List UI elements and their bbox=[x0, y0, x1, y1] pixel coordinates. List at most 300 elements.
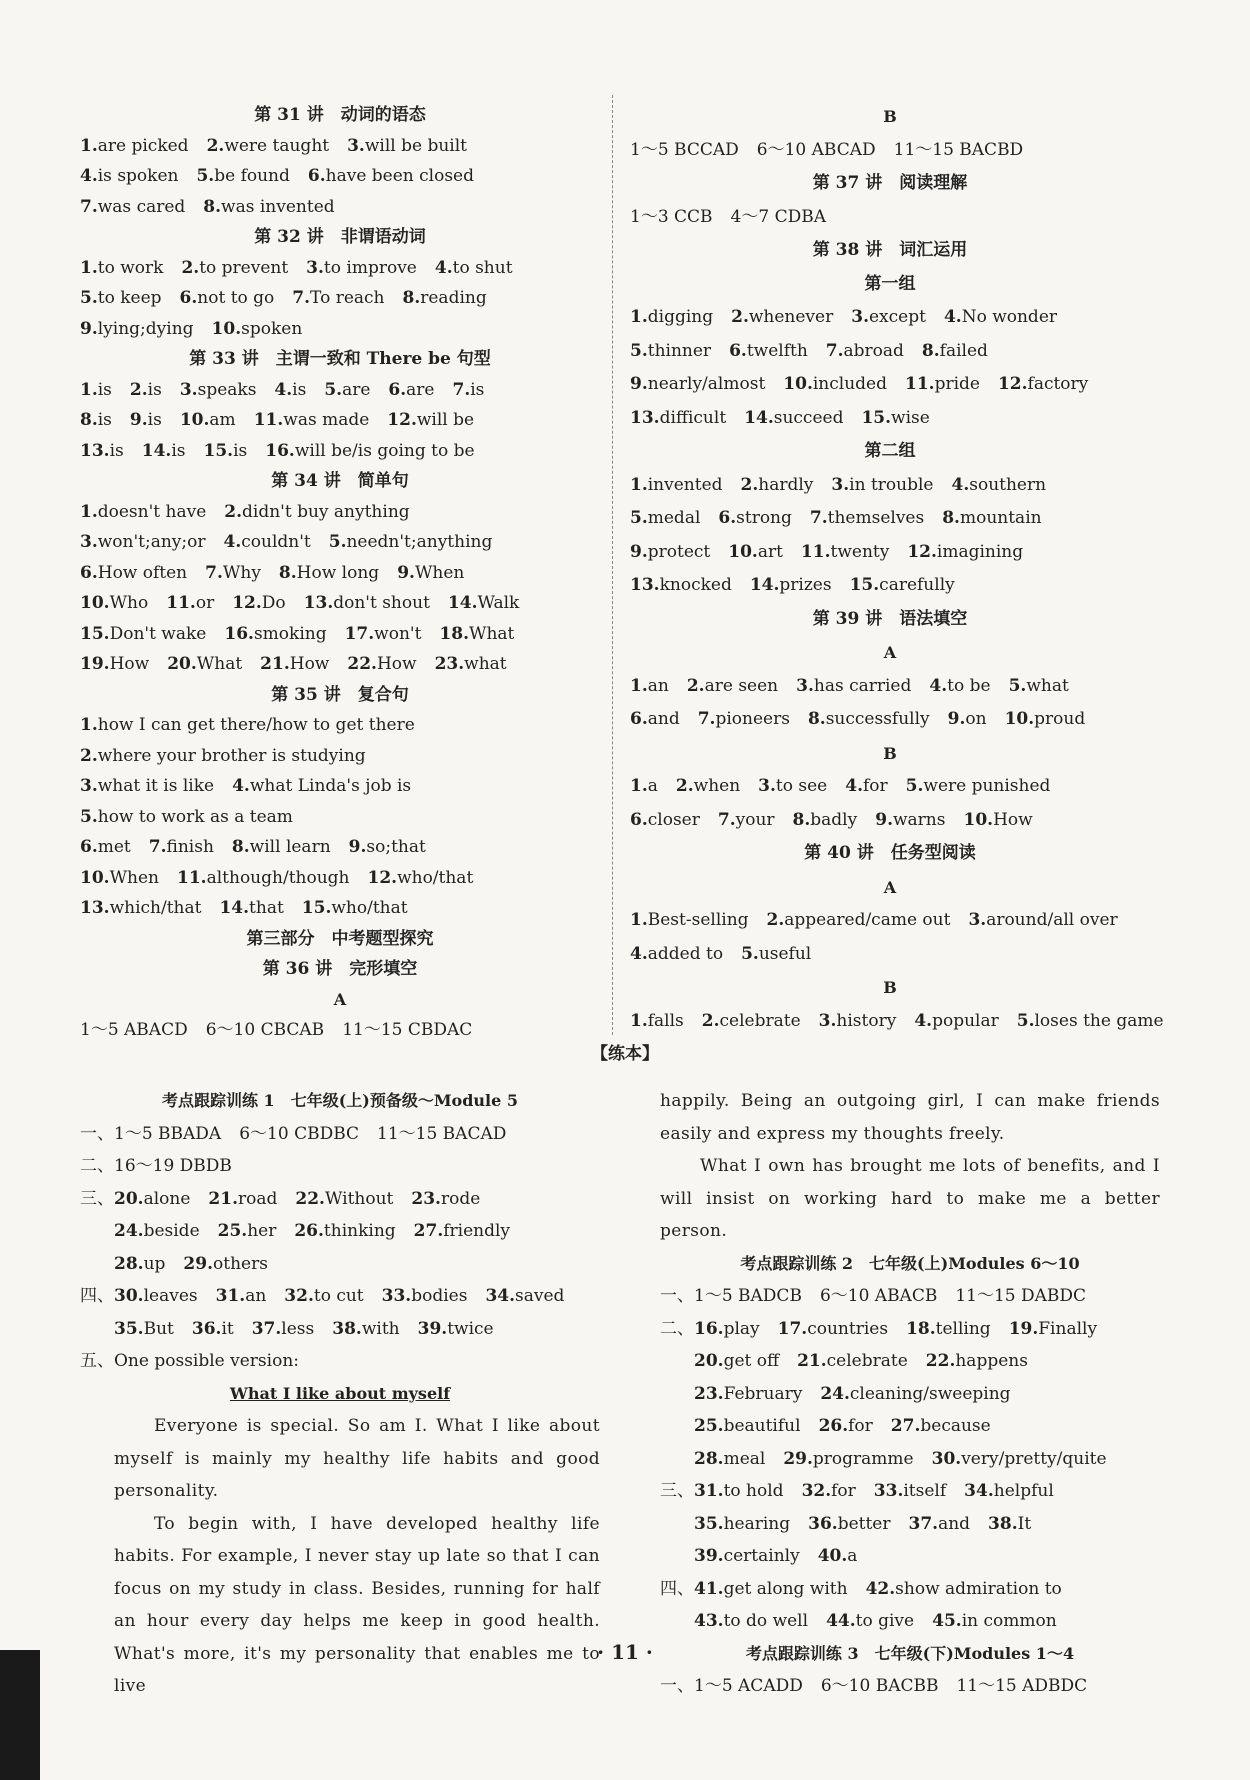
answer-number: 9. bbox=[80, 318, 98, 339]
answer-number: 29. bbox=[783, 1448, 813, 1469]
answer-text: 1～5 ABACD bbox=[80, 1020, 188, 1040]
answer-text: falls bbox=[647, 1010, 684, 1031]
answer-item bbox=[329, 527, 493, 558]
answer-item bbox=[295, 1183, 393, 1216]
answer-number: 1. bbox=[80, 379, 98, 400]
answer-number: 5. bbox=[328, 532, 347, 552]
answer-item bbox=[80, 619, 206, 650]
answer-text: 1～5 ACADD bbox=[694, 1676, 803, 1696]
answer-line bbox=[630, 703, 1150, 737]
answer-item bbox=[80, 802, 293, 833]
answer-line bbox=[80, 832, 600, 863]
answer-item bbox=[758, 770, 827, 804]
answer-item bbox=[630, 368, 765, 402]
answer-item bbox=[166, 588, 214, 619]
essay-paragraph: happily. Being an outgoing girl, I can make friends easily and express my thoughts freely. bbox=[660, 1091, 1160, 1144]
answer-item bbox=[866, 1573, 1062, 1606]
question-part-label: 二、 bbox=[80, 1156, 114, 1176]
answer-number: 9. bbox=[947, 709, 966, 729]
answer-line bbox=[80, 649, 600, 680]
answer-item bbox=[944, 301, 1057, 335]
answer-number: 17. bbox=[777, 1318, 808, 1339]
answer-text: saved bbox=[515, 1286, 565, 1306]
answer-line bbox=[630, 402, 1150, 436]
answer-item bbox=[485, 1280, 564, 1313]
answer-item bbox=[332, 1313, 399, 1346]
answer-text: medal bbox=[647, 508, 701, 528]
answer-item bbox=[80, 832, 131, 863]
answer-item bbox=[435, 649, 507, 680]
answer-text: around/all over bbox=[986, 910, 1118, 930]
answer-text: who/that bbox=[397, 867, 474, 888]
answer-number: 4. bbox=[845, 776, 863, 796]
answer-text: which/that bbox=[109, 898, 202, 918]
answer-text: your bbox=[735, 809, 775, 830]
answer-number: 3. bbox=[796, 675, 814, 696]
answer-number: 11. bbox=[253, 410, 284, 430]
answer-text: celebrate bbox=[719, 1010, 801, 1031]
answer-number: 9. bbox=[397, 562, 415, 583]
answer-line bbox=[660, 1540, 1160, 1573]
answer-line bbox=[660, 1475, 1160, 1508]
answer-number: 13. bbox=[303, 593, 334, 613]
essay-continuation bbox=[660, 1085, 1160, 1150]
answer-text: doesn't have bbox=[97, 501, 207, 522]
answer-number: 6. bbox=[630, 709, 648, 729]
answer-item bbox=[630, 201, 713, 235]
answer-text: It bbox=[1017, 1513, 1032, 1534]
answer-text: Who bbox=[109, 593, 149, 613]
answer-item bbox=[905, 368, 980, 402]
answer-text: celebrate bbox=[826, 1351, 908, 1371]
section-heading: 第 39 讲 语法填空 bbox=[812, 608, 968, 629]
answer-number: 36. bbox=[191, 1318, 222, 1339]
answer-number: 5. bbox=[630, 340, 648, 361]
answer-text: How bbox=[376, 654, 417, 674]
answer-number: 45. bbox=[932, 1611, 962, 1631]
column-divider bbox=[612, 95, 613, 1035]
answer-text: have been closed bbox=[325, 166, 474, 186]
answer-number: 34. bbox=[964, 1481, 994, 1501]
answer-text: is spoken bbox=[97, 166, 179, 186]
answer-text: alone bbox=[143, 1188, 191, 1209]
answer-text: play bbox=[723, 1318, 760, 1339]
answer-number: 1. bbox=[630, 675, 648, 696]
answer-item bbox=[630, 536, 710, 570]
answer-text: a bbox=[847, 1546, 858, 1566]
right-column bbox=[630, 100, 1164, 1038]
answer-text: was invented bbox=[221, 196, 335, 217]
answer-item bbox=[778, 1313, 888, 1346]
answer-number: 39. bbox=[417, 1318, 448, 1339]
answer-text: in common bbox=[961, 1611, 1057, 1631]
answer-item bbox=[80, 741, 366, 772]
answer-number: 1. bbox=[630, 1010, 648, 1031]
answer-number: 5. bbox=[80, 806, 98, 827]
answer-item bbox=[694, 1605, 808, 1638]
answer-item bbox=[875, 804, 945, 838]
answer-item bbox=[630, 703, 680, 737]
answer-item bbox=[808, 1508, 890, 1541]
answer-item bbox=[932, 1443, 1107, 1476]
answer-line bbox=[660, 1670, 1160, 1703]
question-part-label: 一、 bbox=[80, 1123, 114, 1144]
answer-item bbox=[820, 1378, 1010, 1411]
answer-number: 15. bbox=[861, 407, 892, 428]
subsection-label: B bbox=[883, 743, 897, 763]
answer-item bbox=[304, 588, 430, 619]
answer-number: 11. bbox=[904, 374, 935, 394]
answer-text: countries bbox=[807, 1318, 889, 1339]
answer-item bbox=[808, 703, 930, 737]
answer-number: 13. bbox=[630, 575, 660, 595]
question-part-label: 一、 bbox=[660, 1676, 694, 1696]
answer-text: in trouble bbox=[849, 474, 934, 495]
answer-item bbox=[80, 588, 148, 619]
answer-line bbox=[630, 536, 1150, 570]
answer-item bbox=[208, 1183, 277, 1216]
answer-text: closer bbox=[647, 809, 700, 830]
answer-text: who/that bbox=[331, 898, 408, 918]
answer-text: to give bbox=[855, 1611, 915, 1631]
answer-number: 5. bbox=[741, 943, 759, 964]
essay-title: What I like about myself bbox=[229, 1383, 451, 1403]
answer-text: to be bbox=[947, 675, 991, 696]
answer-item bbox=[1009, 670, 1069, 704]
answer-text: better bbox=[837, 1513, 891, 1534]
answer-number: 7. bbox=[809, 508, 828, 528]
answer-text: 11～15 DABDC bbox=[955, 1286, 1087, 1306]
answer-text: an bbox=[245, 1286, 267, 1306]
answer-item bbox=[80, 527, 206, 558]
left-column bbox=[80, 100, 600, 1046]
answer-text: others bbox=[213, 1253, 268, 1274]
answer-item bbox=[951, 469, 1046, 503]
answer-number: 35. bbox=[114, 1318, 144, 1339]
answer-number: 8. bbox=[402, 288, 421, 308]
answer-item bbox=[731, 301, 833, 335]
answer-line bbox=[80, 1280, 600, 1313]
answer-text: whenever bbox=[748, 307, 834, 327]
answer-item bbox=[254, 405, 370, 436]
answer-number: 14. bbox=[749, 575, 780, 595]
answer-text: twenty bbox=[830, 541, 890, 562]
answer-text: didn't buy anything bbox=[242, 501, 410, 522]
answer-item bbox=[232, 588, 285, 619]
answer-number: 6. bbox=[179, 288, 198, 308]
answer-text: don't shout bbox=[333, 593, 430, 613]
answer-text: is bbox=[147, 410, 162, 430]
answer-text: knocked bbox=[659, 575, 732, 595]
answer-text: to do well bbox=[723, 1611, 809, 1631]
answer-item bbox=[630, 938, 723, 972]
answer-text: will be bbox=[416, 410, 475, 430]
answer-line bbox=[660, 1605, 1160, 1638]
answer-text: bodies bbox=[411, 1286, 468, 1306]
answer-item bbox=[630, 502, 700, 536]
answer-item bbox=[177, 863, 349, 894]
answer-text: for bbox=[848, 1416, 873, 1436]
answer-number: 24. bbox=[820, 1383, 850, 1404]
answer-number: 20. bbox=[167, 654, 197, 674]
answer-text: 11～15 ADBDC bbox=[956, 1676, 1088, 1696]
answer-item bbox=[894, 134, 1024, 168]
answer-item bbox=[630, 301, 713, 335]
answer-line bbox=[80, 893, 600, 924]
answer-item bbox=[80, 893, 201, 924]
answer-text: it bbox=[221, 1318, 234, 1339]
answer-number: 2. bbox=[701, 1010, 720, 1031]
answer-line bbox=[630, 569, 1150, 603]
answer-item bbox=[448, 588, 519, 619]
answer-text: get off bbox=[723, 1351, 780, 1371]
answer-number: 6. bbox=[307, 166, 326, 186]
page-edge-shadow bbox=[0, 1650, 40, 1780]
answer-item bbox=[698, 703, 790, 737]
answer-item bbox=[80, 649, 149, 680]
answer-number: 6. bbox=[80, 837, 98, 857]
answer-text: pride bbox=[934, 374, 980, 394]
answer-text: difficult bbox=[659, 407, 727, 428]
answer-number: 11. bbox=[166, 593, 196, 613]
answer-item bbox=[891, 1410, 991, 1443]
answer-number: 2. bbox=[224, 501, 243, 522]
answer-text: 11～15 CBDAC bbox=[342, 1020, 473, 1040]
answer-line bbox=[660, 1313, 1160, 1346]
answer-text: appeared/came out bbox=[784, 910, 951, 930]
answer-item bbox=[687, 670, 778, 704]
answer-text: How long bbox=[296, 562, 380, 583]
answer-number: 16. bbox=[265, 440, 295, 461]
answer-text: loses the game bbox=[1034, 1010, 1164, 1031]
answer-number: 1. bbox=[80, 501, 98, 522]
answer-number: 7. bbox=[452, 379, 471, 400]
answer-item bbox=[114, 1248, 165, 1281]
answer-item bbox=[80, 405, 112, 436]
answer-line bbox=[80, 405, 600, 436]
answer-item bbox=[219, 893, 283, 924]
answer-item bbox=[224, 497, 409, 528]
answer-number: 27. bbox=[413, 1221, 444, 1241]
answer-item bbox=[403, 283, 487, 314]
answer-item bbox=[630, 770, 658, 804]
answer-line bbox=[80, 619, 600, 650]
answer-number: 19. bbox=[80, 654, 110, 674]
answer-number: 3. bbox=[831, 474, 850, 495]
answer-item bbox=[956, 1670, 1087, 1703]
answer-number: 4. bbox=[274, 379, 293, 400]
answer-number: 12. bbox=[367, 867, 398, 888]
answer-item bbox=[728, 536, 783, 570]
answer-item bbox=[845, 770, 887, 804]
answer-item bbox=[998, 368, 1088, 402]
answer-item bbox=[955, 1280, 1086, 1313]
answer-number: 35. bbox=[694, 1513, 724, 1534]
answer-text: What bbox=[469, 623, 515, 644]
answer-number: 18. bbox=[906, 1318, 936, 1339]
answer-number: 32. bbox=[284, 1286, 314, 1306]
answer-text: with bbox=[361, 1318, 400, 1339]
answer-text: How bbox=[109, 654, 150, 674]
answer-item bbox=[265, 436, 474, 467]
answer-text: to improve bbox=[323, 257, 417, 278]
answer-item bbox=[114, 1313, 174, 1346]
answer-item bbox=[284, 1280, 363, 1313]
answer-item bbox=[826, 335, 904, 369]
answer-text: and bbox=[647, 709, 680, 729]
answer-text: mountain bbox=[959, 508, 1042, 528]
answer-number: 13. bbox=[630, 407, 660, 428]
answer-line bbox=[80, 558, 600, 589]
section-heading: 第 34 讲 简单句 bbox=[271, 471, 409, 491]
answer-text: are bbox=[342, 379, 371, 400]
section-heading: 第 36 讲 完形填空 bbox=[262, 959, 418, 979]
answer-item bbox=[630, 569, 732, 603]
answer-item bbox=[819, 1410, 873, 1443]
answer-number: 4. bbox=[951, 474, 970, 495]
answer-item bbox=[388, 375, 434, 406]
answer-text: invented bbox=[647, 474, 723, 495]
answer-text: pioneers bbox=[715, 709, 790, 729]
answer-text: prizes bbox=[779, 575, 832, 595]
answer-line bbox=[660, 1345, 1160, 1378]
answer-text: and bbox=[938, 1513, 971, 1534]
section-heading: 第 31 讲 动词的语态 bbox=[254, 105, 426, 125]
answer-text: so;that bbox=[366, 837, 426, 857]
answer-number: 3. bbox=[758, 776, 776, 796]
answer-line bbox=[630, 335, 1150, 369]
answer-text: will learn bbox=[249, 837, 331, 857]
answer-text: 1～5 BCCAD bbox=[630, 139, 739, 160]
answer-text: get along with bbox=[723, 1578, 848, 1599]
answer-number: 19. bbox=[1008, 1318, 1039, 1339]
answer-text: finish bbox=[166, 837, 214, 857]
answer-item bbox=[114, 1280, 198, 1313]
answer-item bbox=[180, 283, 275, 314]
answer-text: or bbox=[195, 593, 215, 613]
answer-text: that bbox=[249, 898, 284, 918]
answer-number: 12. bbox=[997, 374, 1028, 394]
answer-text: what bbox=[464, 654, 507, 674]
answer-line bbox=[630, 469, 1150, 503]
answer-item bbox=[114, 1150, 232, 1183]
answer-line bbox=[630, 804, 1150, 838]
answer-item bbox=[801, 536, 889, 570]
answer-line bbox=[80, 863, 600, 894]
answer-number: 2. bbox=[129, 379, 148, 400]
answer-number: 31. bbox=[215, 1286, 246, 1306]
answer-number: 7. bbox=[697, 709, 716, 729]
answer-number: 42. bbox=[865, 1578, 896, 1599]
answer-number: 7. bbox=[717, 809, 736, 830]
answer-text: friendly bbox=[443, 1221, 511, 1241]
answer-text: thinking bbox=[323, 1221, 396, 1241]
answer-item bbox=[80, 863, 159, 894]
answer-item bbox=[744, 402, 843, 436]
answer-text: was cared bbox=[97, 196, 186, 217]
subsection-label: B bbox=[883, 978, 897, 997]
answer-number: 9. bbox=[630, 374, 648, 394]
answer-item bbox=[224, 527, 311, 558]
answer-number: 8. bbox=[807, 709, 826, 729]
answer-number: 5. bbox=[1008, 675, 1027, 696]
answer-text: 1～5 BADCB bbox=[694, 1286, 802, 1306]
answer-line bbox=[80, 1248, 600, 1281]
answer-item bbox=[130, 405, 162, 436]
answer-number: 37. bbox=[251, 1318, 282, 1339]
answer-number: 9. bbox=[630, 541, 648, 562]
answer-text: has carried bbox=[813, 675, 912, 696]
answer-text: spoken bbox=[241, 318, 303, 339]
answer-item bbox=[826, 1605, 914, 1638]
answer-number: 8. bbox=[942, 508, 960, 528]
answer-text: strong bbox=[736, 508, 792, 528]
answer-item bbox=[292, 283, 384, 314]
workbook-right-column bbox=[660, 1085, 1160, 1703]
answer-item bbox=[831, 469, 933, 503]
answer-number: 39. bbox=[694, 1546, 724, 1566]
answer-number: 8. bbox=[203, 196, 222, 217]
answer-item bbox=[453, 375, 485, 406]
answer-line bbox=[80, 802, 600, 833]
answer-item bbox=[418, 1313, 494, 1346]
answer-number: 4. bbox=[223, 532, 242, 552]
section-heading: 第 35 讲 复合句 bbox=[271, 684, 409, 705]
answer-number: 5. bbox=[324, 379, 343, 400]
answer-item bbox=[797, 1345, 908, 1378]
answer-number: 10. bbox=[1004, 709, 1035, 729]
answer-number: 21. bbox=[208, 1188, 238, 1209]
answer-item bbox=[80, 131, 189, 162]
answer-line bbox=[660, 1280, 1160, 1313]
answer-line bbox=[660, 1573, 1160, 1606]
answer-number: 20. bbox=[114, 1188, 144, 1209]
answer-text: will be built bbox=[364, 135, 467, 156]
answer-line bbox=[80, 1215, 600, 1248]
answer-number: 36. bbox=[808, 1513, 838, 1534]
answer-number: 25. bbox=[694, 1416, 724, 1436]
answer-number: 12. bbox=[907, 541, 937, 562]
answer-text: Don't wake bbox=[109, 623, 207, 644]
answer-text: when bbox=[693, 776, 741, 796]
answer-item bbox=[907, 536, 1023, 570]
answer-item bbox=[767, 904, 951, 938]
answer-text: How bbox=[289, 654, 330, 674]
answer-item bbox=[929, 670, 990, 704]
section-heading: 第 32 讲 非谓语动词 bbox=[254, 227, 426, 247]
answer-text: nearly/almost bbox=[647, 374, 766, 394]
answer-text: met bbox=[97, 837, 131, 857]
answer-text: beautiful bbox=[723, 1416, 801, 1436]
answer-item bbox=[802, 1475, 856, 1508]
answer-item bbox=[741, 469, 814, 503]
answer-item bbox=[820, 1280, 937, 1313]
subsection-label: B bbox=[883, 107, 897, 126]
answer-item bbox=[1005, 703, 1086, 737]
answer-line bbox=[630, 134, 1150, 168]
answer-number: 6. bbox=[718, 508, 737, 528]
answer-number: 8. bbox=[792, 809, 811, 830]
answer-number: 14. bbox=[447, 593, 478, 613]
answer-item bbox=[630, 402, 726, 436]
answer-item bbox=[80, 283, 162, 314]
answer-item bbox=[861, 402, 929, 436]
answer-number: 30. bbox=[931, 1448, 962, 1469]
answer-number: 12. bbox=[232, 593, 262, 613]
answer-text: factory bbox=[1027, 374, 1089, 394]
answer-text: lying;dying bbox=[97, 318, 194, 339]
answer-item bbox=[167, 649, 242, 680]
